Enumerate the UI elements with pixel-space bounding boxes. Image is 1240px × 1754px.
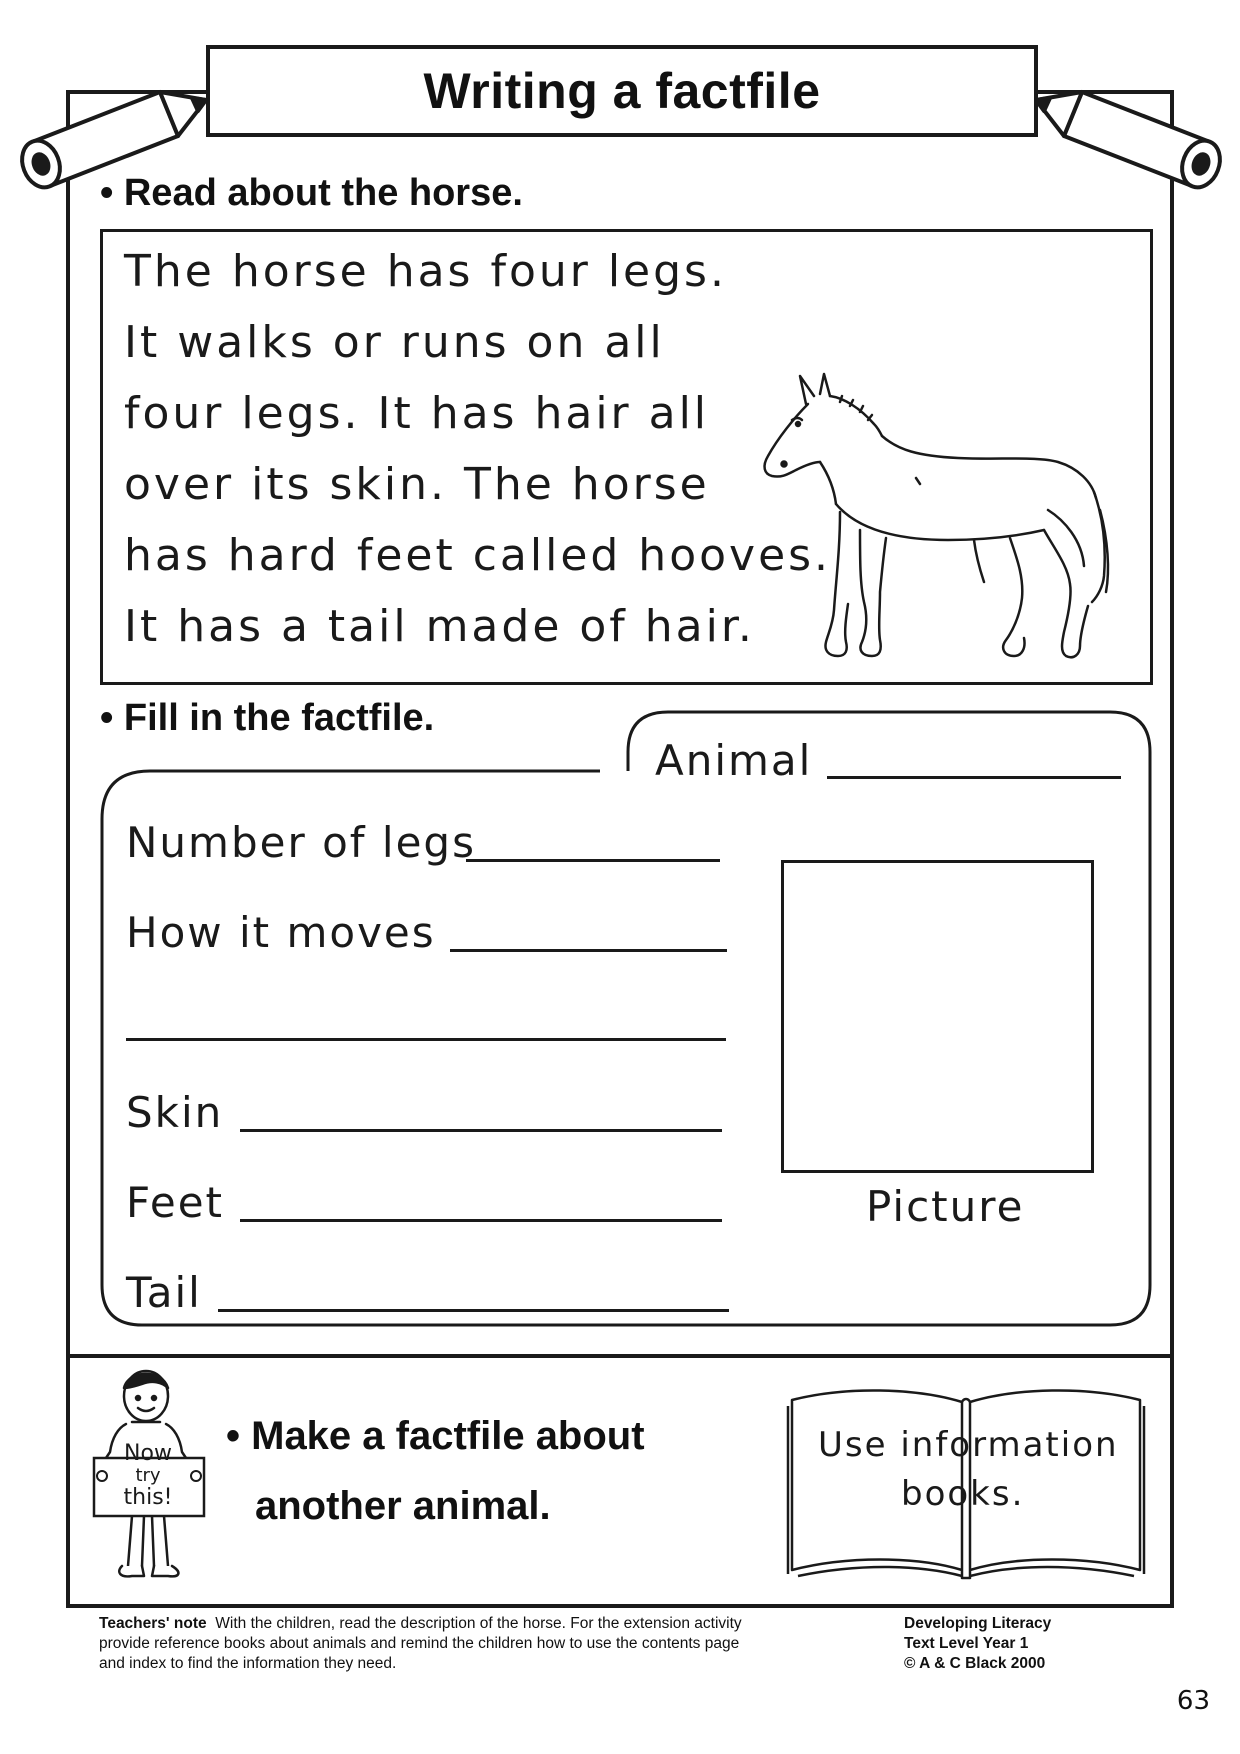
page-title: Writing a factfile (423, 63, 821, 119)
passage-line: It has a tail made of hair. (124, 601, 755, 652)
picture-drawing-box[interactable] (781, 860, 1094, 1173)
teachers-note-line: provide reference books about animals and remind the children how to use the contents page (99, 1635, 740, 1652)
series-level: Text Level Year 1 (904, 1635, 1029, 1652)
reading-heading: • Read about the horse. (100, 172, 523, 214)
passage-line: It walks or runs on all (124, 317, 665, 368)
factfile-heading: • Fill in the factfile. (100, 697, 435, 739)
animal-answer-line[interactable] (827, 776, 1121, 779)
series-credit (904, 1614, 1051, 1674)
feet-label: Feet (126, 1178, 225, 1227)
animal-label: Animal (655, 736, 813, 785)
how-it-moves-answer-line-2[interactable] (126, 1038, 726, 1041)
feet-answer-line[interactable] (240, 1219, 722, 1222)
section-divider (66, 1354, 1174, 1358)
picture-label: Picture (866, 1182, 1025, 1231)
skin-label: Skin (126, 1088, 224, 1137)
sign-word: this! (123, 1485, 173, 1510)
number-of-legs-answer-line[interactable] (466, 859, 720, 862)
how-it-moves-answer-line[interactable] (450, 949, 727, 952)
sign-word: try (135, 1465, 161, 1486)
sign-word: Now (124, 1441, 172, 1466)
extension-instruction-line-1: • Make a factfile about (226, 1414, 645, 1458)
book-hint-line-2: books. (901, 1474, 1025, 1514)
extension-instruction-line-2: another animal. (255, 1484, 551, 1528)
book-hint-line-1: Use information (818, 1425, 1119, 1465)
now-try-this-sign-text (118, 1443, 178, 1509)
page-number: 63 (1176, 1686, 1210, 1716)
series-title: Developing Literacy (904, 1615, 1052, 1632)
tail-answer-line[interactable] (218, 1309, 729, 1312)
passage-line: has hard feet called hooves. (124, 530, 832, 581)
teachers-note-line: With the children, read the description of the horse. For the extension activity (215, 1615, 742, 1632)
passage-line: four legs. It has hair all (124, 388, 710, 439)
number-of-legs-label: Number of legs (126, 818, 476, 867)
how-it-moves-label: How it moves (126, 908, 436, 957)
skin-answer-line[interactable] (240, 1129, 722, 1132)
teachers-note-label: Teachers' note (99, 1615, 207, 1632)
passage-line: over its skin. The horse (124, 459, 710, 510)
passage-line: The horse has four legs. (124, 246, 727, 297)
copyright: © A & C Black 2000 (904, 1655, 1046, 1672)
teachers-note-line: and index to find the information they need. (99, 1655, 397, 1672)
teachers-note (99, 1614, 742, 1674)
tail-label: Tail (126, 1268, 202, 1317)
